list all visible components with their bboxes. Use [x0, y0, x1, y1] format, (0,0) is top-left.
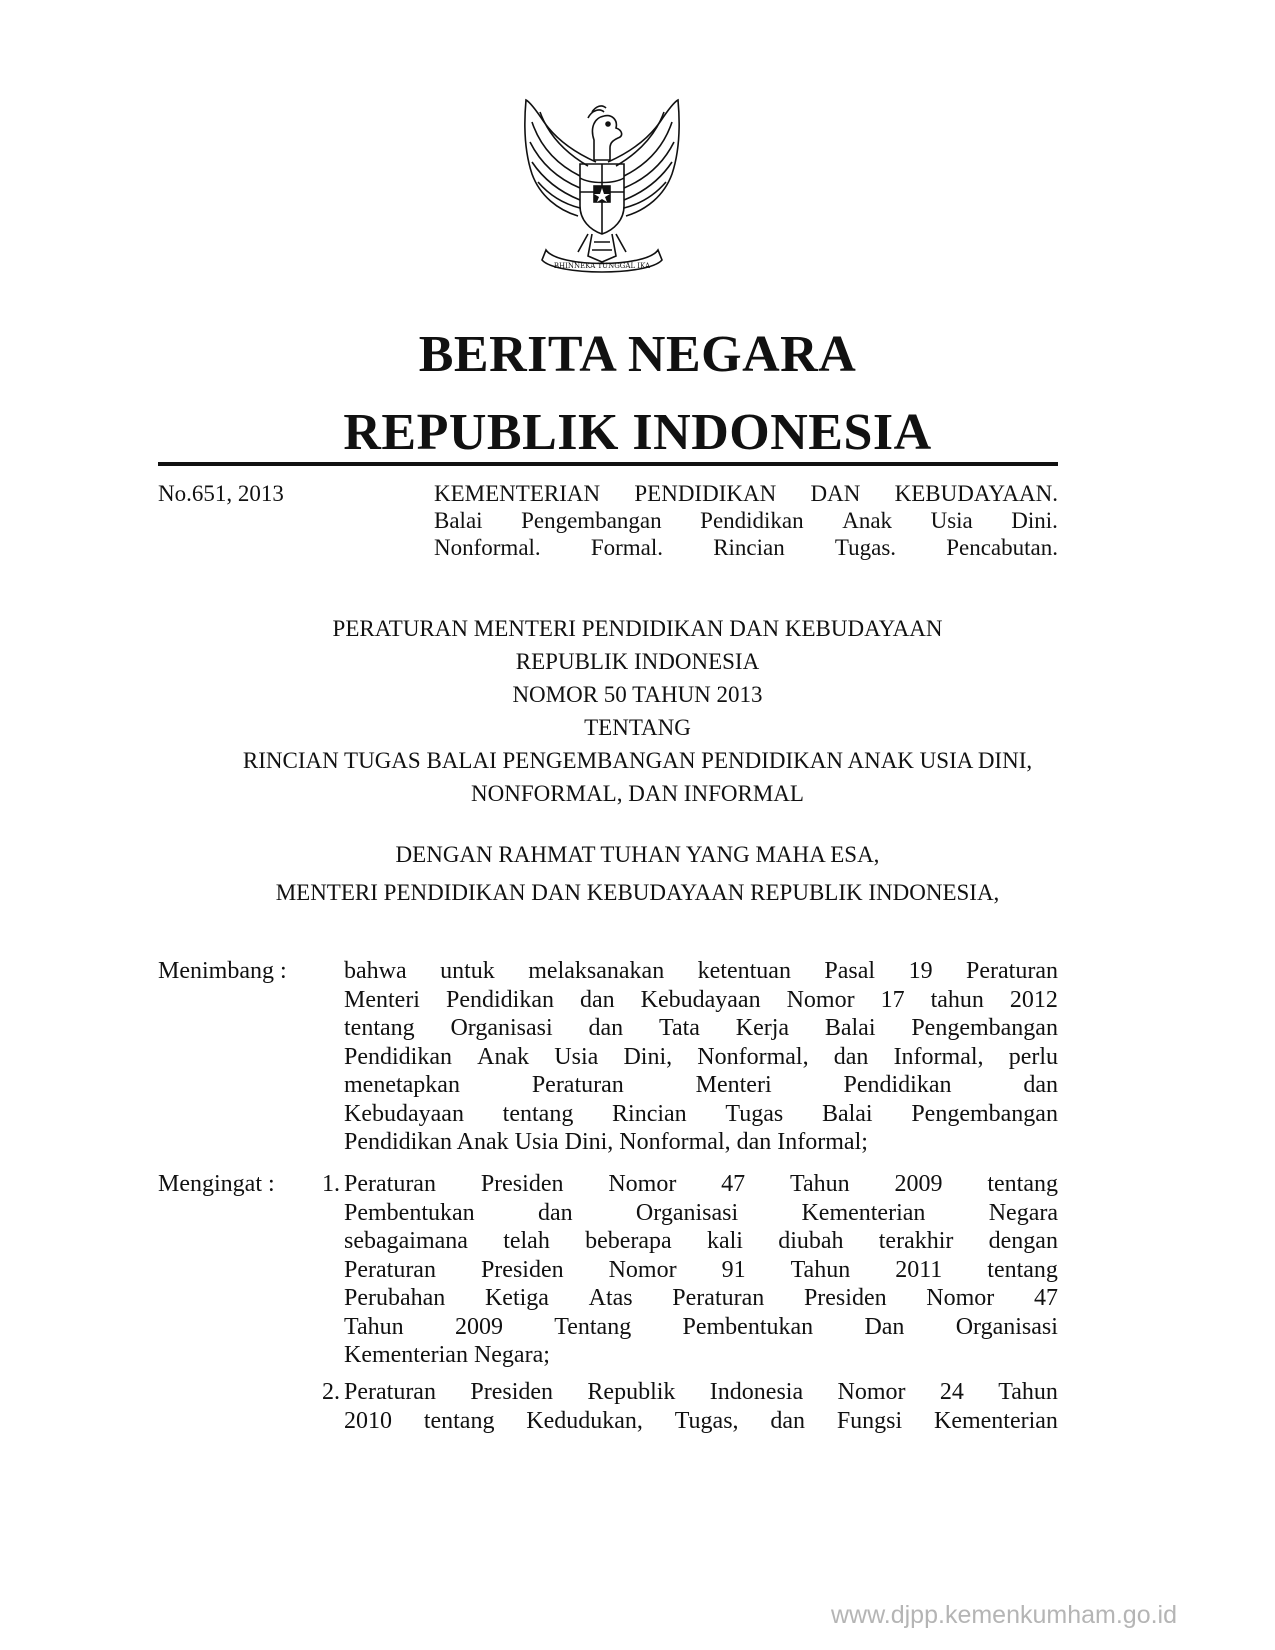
gazette-title-line2: REPUBLIK INDONESIA — [343, 404, 932, 461]
regulation-line: NOMOR 50 TAHUN 2013 — [512, 682, 763, 707]
regulation-title — [0, 612, 1275, 810]
text-line: bahwa untuk melaksanakan ketentuan Pasal 19 Peraturan — [344, 958, 1058, 984]
garuda-emblem-icon — [518, 92, 686, 278]
text-line: Pendidikan Anak Usia Dini, Nonformal, dan Informal, perlu — [344, 1043, 1058, 1070]
subject-line: Balai Pengembangan Pendidikan Anak Usia Dini. — [434, 508, 1058, 533]
mengingat-label: Mengingat : — [158, 1171, 275, 1197]
text-line: Perubahan Ketiga Atas Peraturan Presiden Nomor 47 — [344, 1285, 1058, 1311]
mengingat-item-2 — [344, 1378, 1058, 1435]
text-line: Pembentukan dan Organisasi Kementerian Negara — [344, 1199, 1058, 1226]
text-line: Peraturan Presiden Nomor 47 Tahun 2009 tentang — [344, 1171, 1058, 1197]
text-line: Peraturan Presiden Nomor 91 Tahun 2011 tentang — [344, 1256, 1058, 1283]
text-line: Kebudayaan tentang Rincian Tugas Balai Pengembangan — [344, 1100, 1058, 1127]
regulation-line: RINCIAN TUGAS BALAI PENGEMBANGAN PENDIDIKAN ANAK USIA DINI, — [242, 748, 1033, 773]
gazette-title-line1: BERITA NEGARA — [418, 326, 857, 383]
text-line: Pendidikan Anak Usia Dini, Nonformal, dan Informal; — [344, 1129, 868, 1155]
text-line: Menteri Pendidikan dan Kebudayaan Nomor 17 tahun 2012 — [344, 986, 1058, 1013]
text-line: Kementerian Negara; — [344, 1342, 550, 1368]
preamble-line: MENTERI PENDIDIKAN DAN KEBUDAYAAN REPUBLIK INDONESIA, — [275, 880, 1000, 905]
regulation-line: TENTANG — [584, 715, 691, 740]
gazette-number: No.651, 2013 — [158, 481, 284, 506]
menimbang-text — [344, 957, 1058, 1157]
text-line: sebagaimana telah beberapa kali diubah terakhir dengan — [344, 1228, 1058, 1254]
regulation-line: NONFORMAL, DAN INFORMAL — [471, 781, 804, 806]
item-number: 1. — [322, 1171, 340, 1197]
gazette-subject — [434, 480, 1058, 561]
text-line: menetapkan Peraturan Menteri Pendidikan dan — [344, 1072, 1058, 1098]
menimbang-section — [158, 957, 1058, 1167]
item-number: 2. — [322, 1379, 340, 1405]
text-line: Tahun 2009 Tentang Pembentukan Dan Organisasi — [344, 1313, 1058, 1340]
regulation-line: PERATURAN MENTERI PENDIDIKAN DAN KEBUDAYAAN — [332, 616, 943, 641]
title-divider — [158, 462, 1058, 466]
mengingat-item-1 — [344, 1170, 1058, 1370]
regulation-line: REPUBLIK INDONESIA — [515, 649, 760, 674]
motto-text: BHINNEKA TUNGGAL IKA — [553, 262, 651, 270]
text-line: 2010 tentang Kedudukan, Tugas, dan Fungsi Kementerian — [344, 1407, 1058, 1434]
menimbang-label: Menimbang : — [158, 958, 287, 984]
text-line: tentang Organisasi dan Tata Kerja Balai Pengembangan — [344, 1015, 1058, 1041]
footer-website-link[interactable]: www.djpp.kemenkumham.go.id — [831, 1601, 1177, 1629]
text-line: Peraturan Presiden Republik Indonesia Nomor 24 Tahun — [344, 1379, 1058, 1405]
preamble — [0, 836, 1275, 912]
subject-line: Nonformal. Formal. Rincian Tugas. Pencabutan. — [434, 535, 1058, 560]
preamble-line: DENGAN RAHMAT TUHAN YANG MAHA ESA, — [395, 842, 880, 867]
subject-line: KEMENTERIAN PENDIDIKAN DAN KEBUDAYAAN. — [434, 481, 1058, 506]
mengingat-section — [158, 1170, 1058, 1470]
